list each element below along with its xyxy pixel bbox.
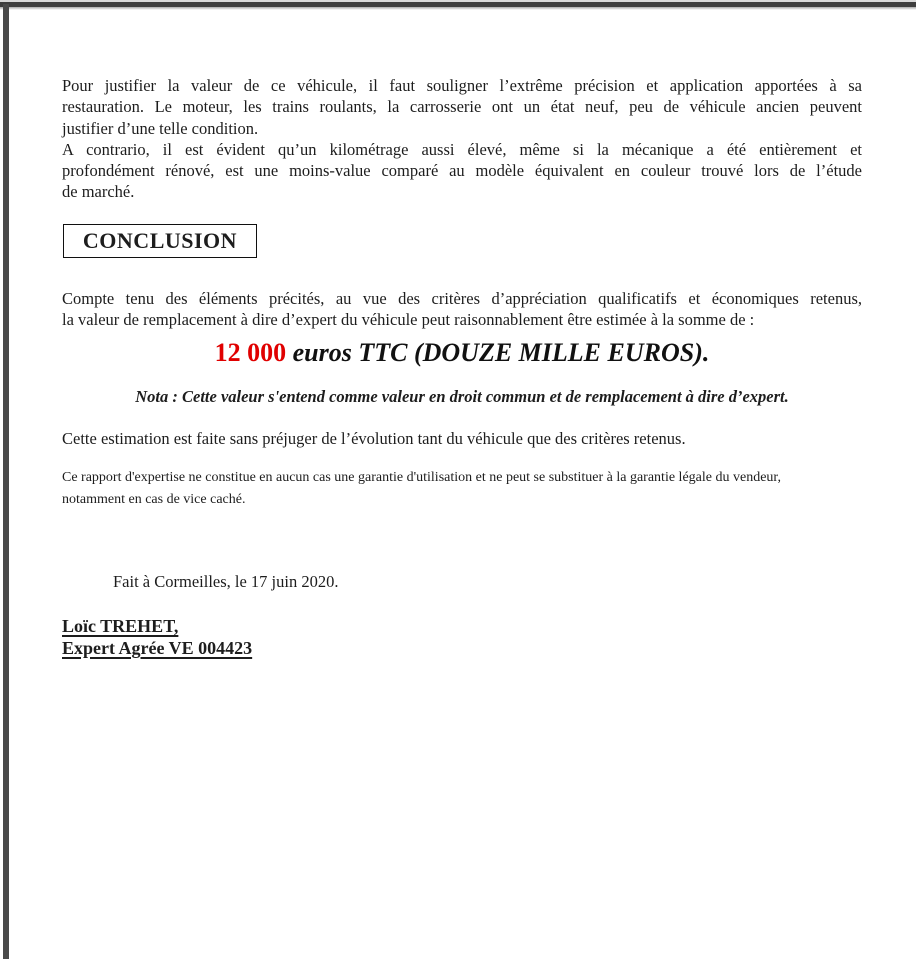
intro-paragraphs [62, 75, 862, 203]
paragraph-line: A contrario, il est évident qu’un kilométrage aussi élevé, même si la mécanique a été entièrement et [62, 139, 862, 159]
nota-line: Nota : Cette valeur s'entend comme valeur en droit commun et de remplacement à dire d’expert. [135, 387, 789, 406]
document-content [62, 0, 862, 959]
valuation-amount: 12 000 [214, 338, 287, 367]
conclusion-heading: CONCLUSION [82, 228, 238, 253]
signature-name: Loïc TREHET, [62, 616, 179, 636]
valuation-amount-words: euros TTC (DOUZE MILLE EUROS). [286, 338, 710, 367]
paragraph-line: de marché. [62, 182, 135, 202]
signature-block [62, 615, 862, 659]
paragraph-line: la valeur de remplacement à dire d’expert du véhicule peut raisonnablement être estimée à la somme de : [62, 310, 755, 330]
estimation-note: Cette estimation est faite sans préjuger de l’évolution tant du véhicule que des critères retenus. [62, 429, 686, 448]
paragraph-line: profondément rénové, est une moins-value comparé au modèle équivalent en couleur trouvé lors de l’étude [62, 161, 862, 181]
page-left-border [3, 4, 9, 959]
valuation-intro-paragraph [62, 288, 862, 331]
valuation-amount-line [62, 338, 862, 368]
paragraph-line: Pour justifier la valeur de ce véhicule, il faut souligner l’extrême précision et application apportées à sa [62, 76, 862, 95]
dateline: Fait à Cormeilles, le 17 juin 2020. [113, 572, 339, 591]
disclaimer-paragraph [62, 467, 862, 510]
conclusion-heading-box [63, 224, 257, 258]
signature-title: Expert Agrée VE 004423 [62, 638, 253, 658]
paragraph-line: Compte tenu des éléments précités, au vue des critères d’appréciation qualificatifs et économiques retenus, [62, 289, 862, 308]
disclaimer-line: notamment en cas de vice caché. [62, 491, 246, 507]
paragraph-line: justifier d’une telle condition. [62, 118, 259, 138]
disclaimer-line: Ce rapport d'expertise ne constitue en aucun cas une garantie d'utilisation et ne peut se substituer à la garantie légale du vendeur, [62, 470, 782, 485]
paragraph-line: restauration. Le moteur, les trains roulants, la carrosserie ont un état neuf, peu de véhicule ancien peuvent [62, 97, 862, 117]
